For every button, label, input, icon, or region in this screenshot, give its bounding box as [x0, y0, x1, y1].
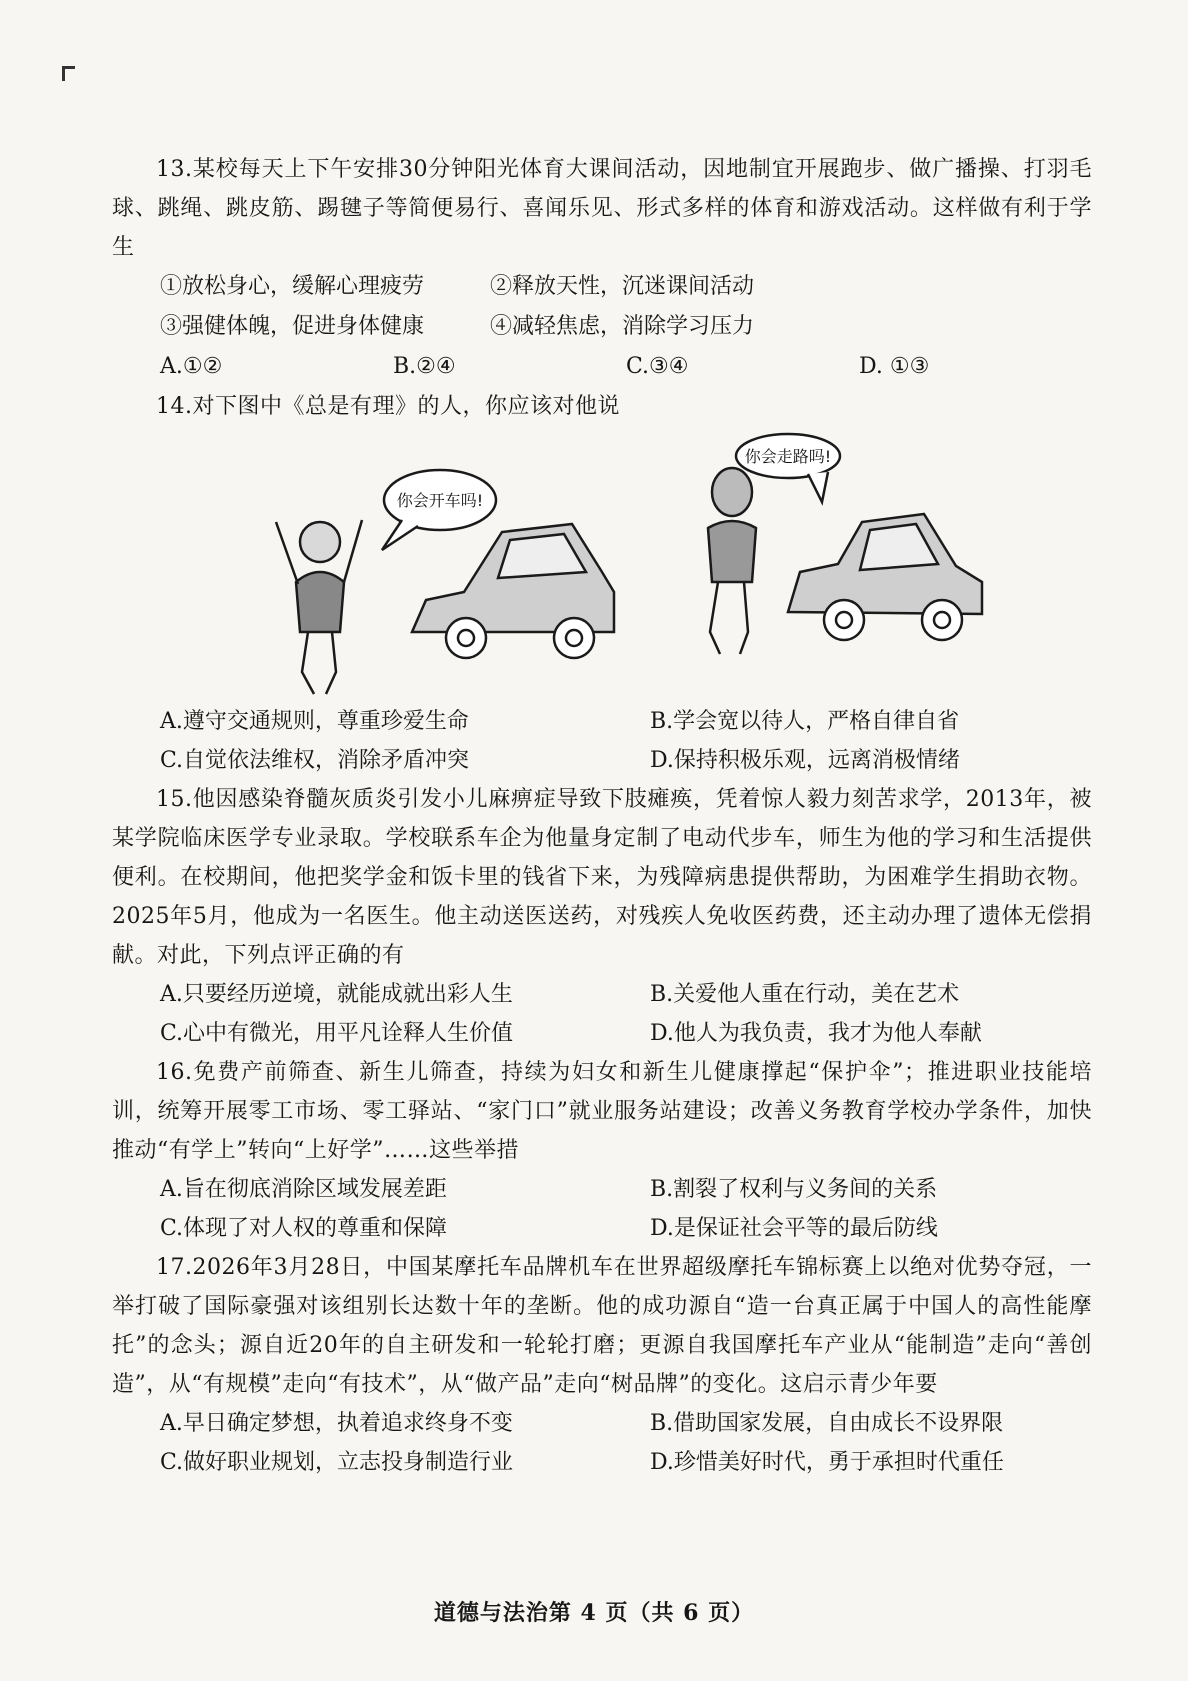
option-b: B.关爱他人重在行动，美在艺术 — [650, 982, 960, 1007]
scan-corner-mark — [62, 66, 75, 81]
question-13 — [112, 150, 1092, 387]
option-c: C.体现了对人权的尊重和保障 — [160, 1216, 448, 1241]
question-13-items-row1 — [112, 267, 1092, 307]
cartoon-illustration — [212, 432, 1012, 700]
option-a: A.只要经历逆境，就能成就出彩人生 — [160, 982, 513, 1007]
question-15-options — [112, 975, 1092, 1053]
question-16 — [112, 1053, 1092, 1248]
option-d: D.是保证社会平等的最后防线 — [650, 1216, 938, 1241]
option-d: D.保持积极乐观，远离消极情绪 — [650, 748, 960, 773]
option-c: C.③④ — [626, 354, 689, 379]
speech-bubble-right: 你会走路吗! — [744, 447, 832, 466]
option-a: A.①② — [160, 354, 223, 379]
option-a: A.遵守交通规则，尊重珍爱生命 — [160, 709, 469, 734]
option-c: C.自觉依法维权，消除矛盾冲突 — [160, 748, 470, 773]
question-14-options — [112, 702, 1092, 780]
question-14 — [112, 387, 1092, 780]
speech-bubble-left: 你会开车吗! — [396, 491, 484, 510]
item-2: ②释放天性，沉迷课间活动 — [490, 274, 755, 299]
question-16-stem: 16.免费产前筛查、新生儿筛查，持续为妇女和新生儿健康撑起“保护伞”；推进职业技能培训，统筹开展零工市场、零工驿站、“家门口”就业服务站建设；改善义务教育学校办学条件，加快推动“有学上”转向“上好学”……这些举措 — [112, 1060, 1092, 1163]
question-14-stem: 14.对下图中《总是有理》的人，你应该对他说 — [156, 394, 620, 419]
page-footer: 道德与法治第 4 页（共 6 页） — [433, 1600, 755, 1626]
option-c: C.做好职业规划，立志投身制造行业 — [160, 1450, 514, 1475]
option-b: B.学会宽以待人，严格自律自省 — [650, 709, 960, 734]
option-a: A.早日确定梦想，执着追求终身不变 — [160, 1411, 513, 1436]
option-d: D.珍惜美好时代，勇于承担时代重任 — [650, 1450, 1004, 1475]
questions — [112, 150, 1092, 1482]
option-c: C.心中有微光，用平凡诠释人生价值 — [160, 1021, 514, 1046]
question-17-stem: 17.2026年3月28日，中国某摩托车品牌机车在世界超级摩托车锦标赛上以绝对优势夺冠，一举打破了国际豪强对该组别长达数十年的垄断。他的成功源自“造一台真正属于中国人的高性能摩托”的念头；源自近20年的自主研发和一轮轮打磨；更源自我国摩托车产业从“能制造”走向“善创造”，从“有规模”走向“有技术”，从“做产品”走向“树品牌”的变化。这启示青少年要 — [112, 1255, 1092, 1397]
question-13-options — [112, 347, 1092, 387]
question-13-stem: 13.某校每天上下午安排30分钟阳光体育大课间活动，因地制宜开展跑步、做广播操、打羽毛球、跳绳、跳皮筋、踢毽子等简便易行、喜闻乐见、形式多样的体育和游戏活动。这样做有利于学生 — [112, 157, 1092, 260]
question-17 — [112, 1248, 1092, 1482]
cartoon-figure — [112, 432, 1092, 700]
pedestrian-figure-right — [708, 468, 756, 654]
option-d: D. ①③ — [859, 354, 930, 379]
car-right — [788, 514, 982, 640]
question-13-items-row2 — [112, 307, 1092, 347]
item-1: ①放松身心，缓解心理疲劳 — [160, 274, 425, 299]
option-b: B.借助国家发展，自由成长不设界限 — [650, 1411, 1004, 1436]
question-15-stem: 15.他因感染脊髓灰质炎引发小儿麻痹症导致下肢瘫痪，凭着惊人毅力刻苦求学，2013年，被某学院临床医学专业录取。学校联系车企为他量身定制了电动代步车，师生为他的学习和生活提供便利。在校期间，他把奖学金和饭卡里的钱省下来，为残障病患提供帮助，为困难学生捐助衣物。2025年5月，他成为一名医生。他主动送医送药，对残疾人免收医药费，还主动办理了遗体无偿捐献。对此，下列点评正确的有 — [112, 787, 1092, 968]
car-left — [412, 524, 614, 658]
option-b: B.②④ — [393, 354, 456, 379]
item-3: ③强健体魄，促进身体健康 — [160, 314, 425, 339]
question-17-options — [112, 1404, 1092, 1482]
item-4: ④减轻焦虑，消除学习压力 — [490, 314, 755, 339]
option-a: A.旨在彻底消除区域发展差距 — [160, 1177, 447, 1202]
pedestrian-figure-left — [276, 520, 362, 694]
question-16-options — [112, 1170, 1092, 1248]
option-b: B.割裂了权利与义务间的关系 — [650, 1177, 938, 1202]
question-15 — [112, 780, 1092, 1053]
option-d: D.他人为我负责，我才为他人奉献 — [650, 1021, 982, 1046]
